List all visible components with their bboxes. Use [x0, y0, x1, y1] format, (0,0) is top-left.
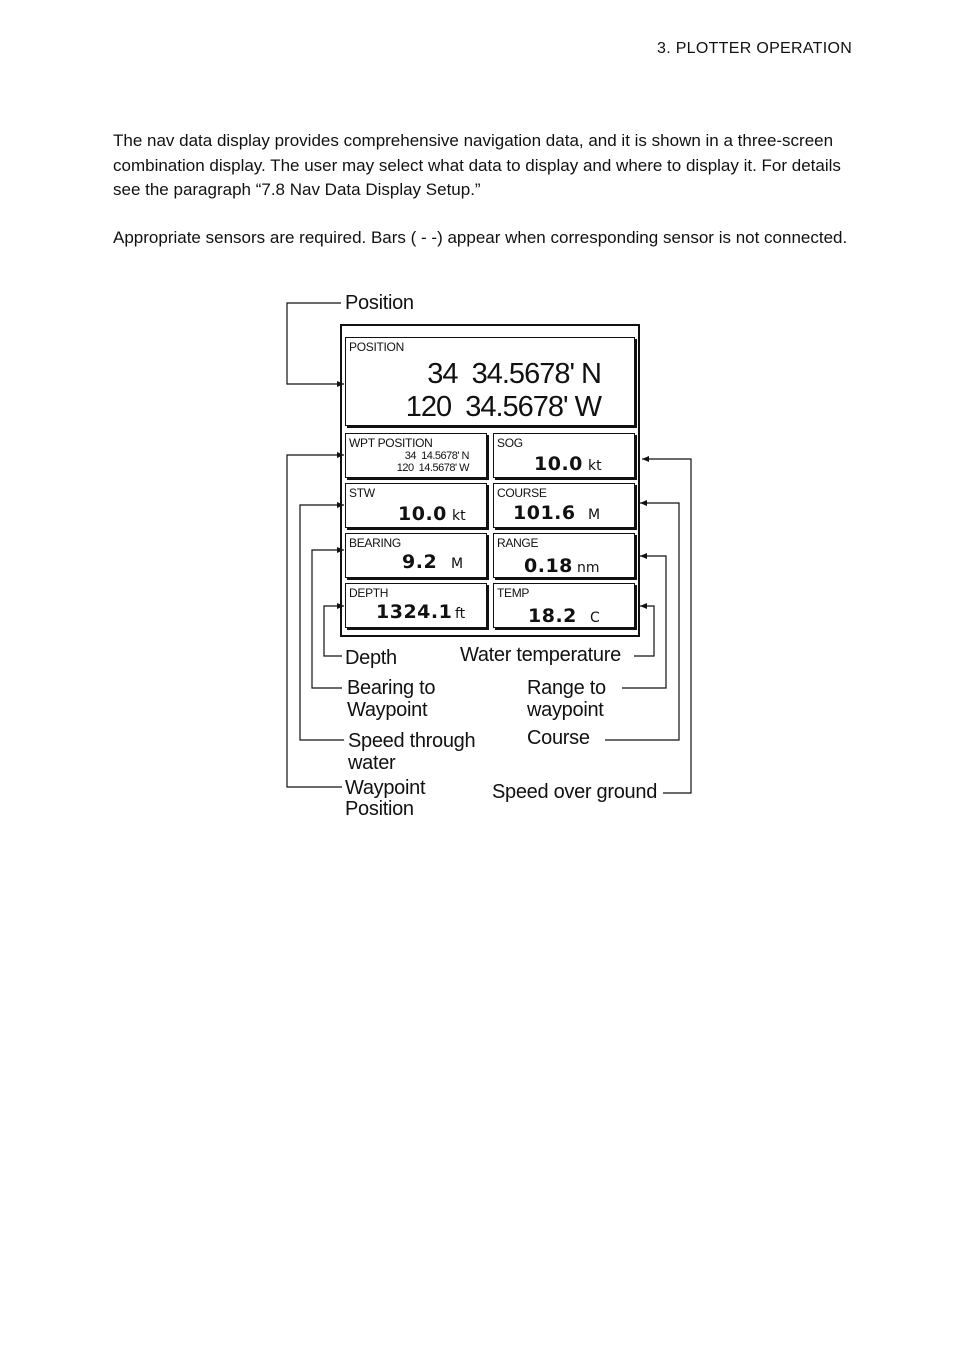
callout-position: Position [345, 292, 414, 314]
callout-wpt-line1: Waypoint [345, 777, 426, 799]
leader-position [287, 303, 344, 384]
callout-depth: Depth [345, 647, 397, 669]
stw-panel [345, 483, 487, 528]
temp-panel [493, 583, 635, 628]
section-header: 3. PLOTTER OPERATION [657, 40, 853, 57]
callout-sog: Speed over ground [492, 781, 658, 803]
course-panel [493, 483, 635, 528]
range-panel [493, 533, 635, 578]
position-longitude: 120 34.5678' W [405, 391, 601, 423]
temp-value: 18.2 [528, 605, 577, 627]
wpt-position-panel [345, 433, 487, 478]
bearing-panel [345, 533, 487, 578]
position-panel [345, 337, 635, 426]
sog-value: 10.0 [534, 453, 583, 475]
callout-wpt-line2: Position [345, 798, 414, 820]
temp-label: TEMP [497, 586, 530, 600]
sog-panel [493, 433, 635, 478]
callout-stw-line1: Speed through [348, 730, 476, 752]
callout-bearing-line2: Waypoint [347, 699, 428, 721]
course-unit: M [588, 507, 601, 523]
bearing-unit: M [451, 556, 464, 572]
stw-label: STW [349, 486, 375, 500]
callout-bearing-line1: Bearing to [347, 677, 436, 699]
callout-range-line1: Range to [527, 677, 606, 699]
course-label: COURSE [497, 486, 547, 500]
callout-course: Course [527, 727, 590, 749]
depth-value: 1324.1 [376, 601, 453, 623]
temp-unit: C [590, 610, 600, 626]
stw-value: 10.0 [398, 503, 447, 525]
range-label: RANGE [497, 536, 539, 550]
leader-stw [300, 505, 344, 740]
sog-label: SOG [497, 436, 523, 450]
position-label: POSITION [349, 340, 404, 354]
range-value: 0.18 [524, 555, 573, 577]
depth-unit: ft [455, 606, 466, 622]
callout-water-temperature: Water temperature [460, 644, 621, 666]
course-value: 101.6 [513, 502, 576, 524]
position-latitude: 34 34.5678' N [427, 358, 601, 390]
depth-label: DEPTH [349, 586, 389, 600]
intro-paragraph-1: The nav data display provides comprehensive navigation data, and it is shown in a three-screen combination display. The user may select what data to display and where to display it. For details see the paragraph “7.8 Nav Data Display Setup.” [113, 131, 841, 199]
intro-paragraph-2: Appropriate sensors are required. Bars ( - -) appear when corresponding sensor is not connected. [113, 228, 848, 247]
bearing-value: 9.2 [402, 551, 438, 573]
wpt-latitude: 34 14.5678' N [404, 450, 469, 462]
wpt-position-label: WPT POSITION [349, 436, 433, 450]
callout-stw-line2: water [348, 752, 396, 774]
callout-range-line2: waypoint [527, 699, 604, 721]
range-unit: nm [577, 560, 600, 576]
wpt-longitude: 120 14.5678' W [396, 462, 469, 474]
stw-unit: kt [452, 508, 466, 524]
sog-unit: kt [588, 458, 602, 474]
bearing-label: BEARING [349, 536, 401, 550]
depth-panel [345, 583, 487, 628]
